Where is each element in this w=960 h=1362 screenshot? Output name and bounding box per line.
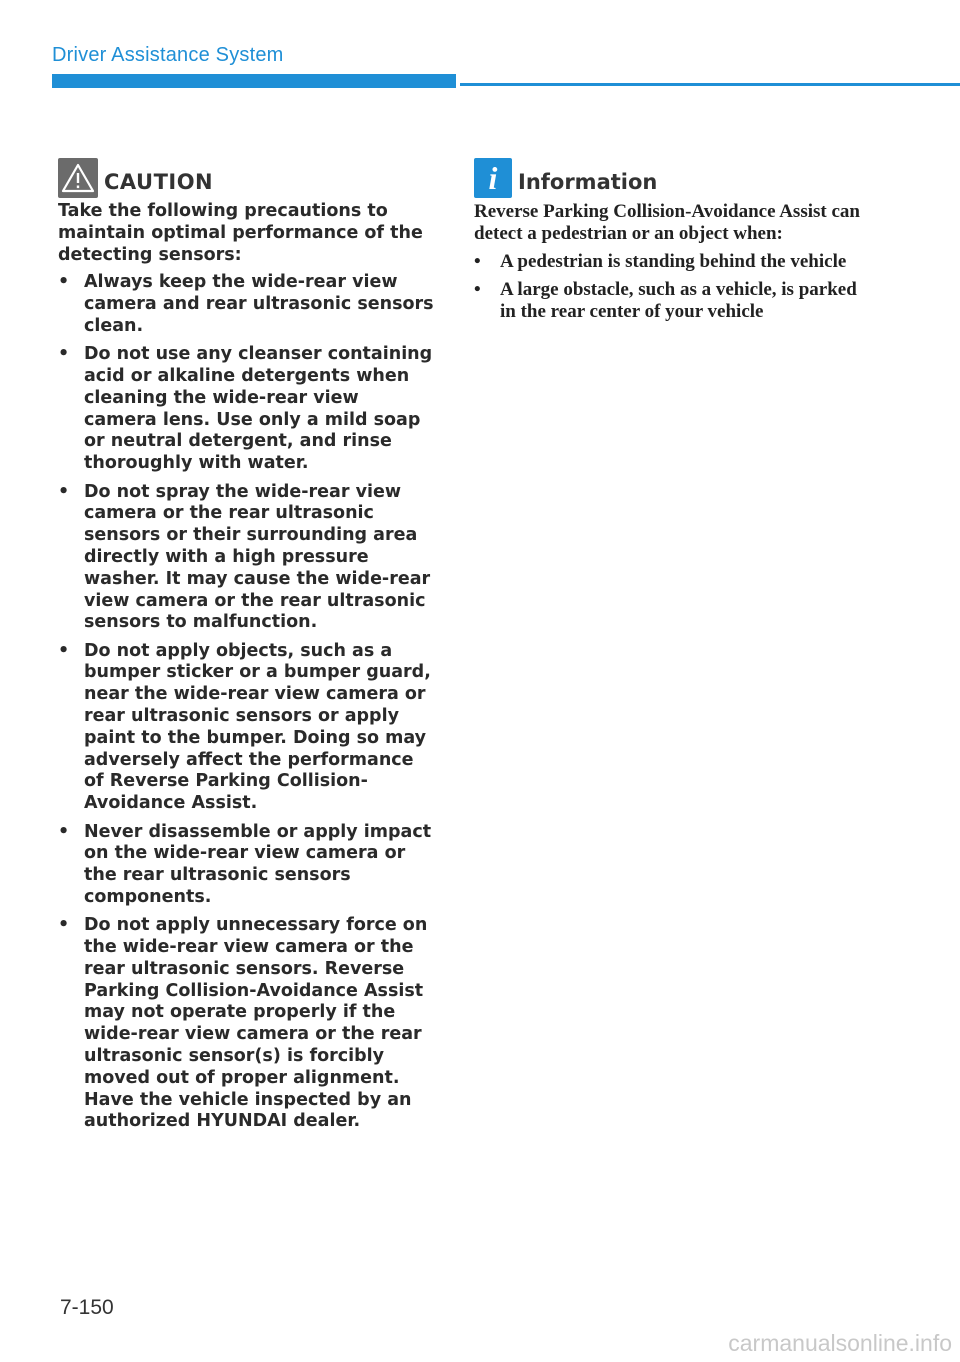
bullet-icon: •	[474, 278, 481, 300]
list-item	[474, 279, 874, 323]
list-item	[58, 641, 434, 815]
caution-list	[58, 272, 434, 1133]
list-item-text: Always keep the wide-rear view camera and rear ultrasonic sensors clean.	[84, 272, 434, 336]
list-item-text: A large obstacle, such as a vehicle, is parked in the rear center of your vehicle	[500, 278, 857, 322]
information-body	[474, 201, 874, 322]
bullet-icon: •	[58, 915, 70, 936]
list-item	[58, 915, 434, 1133]
caution-box	[58, 158, 434, 1140]
information-heading	[474, 158, 874, 198]
page-number: 7-150	[60, 1296, 114, 1319]
list-item-text: Never disassemble or apply impact on the wide-rear view camera or the rear ultrasonic sensors components.	[84, 821, 432, 907]
watermark-link[interactable]: carmanualsonline.info	[728, 1330, 952, 1356]
caution-body	[58, 201, 434, 1133]
bullet-icon: •	[58, 640, 70, 661]
caution-title: CAUTION	[104, 170, 214, 194]
information-box	[474, 158, 874, 329]
list-item	[474, 251, 874, 273]
information-intro: Reverse Parking Collision-Avoidance Assist can detect a pedestrian or an object when:	[474, 201, 860, 244]
warning-triangle-icon	[58, 158, 98, 198]
info-icon: i	[474, 158, 512, 198]
list-item	[58, 272, 434, 337]
bullet-icon: •	[58, 344, 70, 365]
information-list	[474, 251, 874, 323]
caution-heading	[58, 158, 434, 198]
header-accent-bar	[52, 74, 456, 88]
bullet-icon: •	[58, 481, 70, 502]
section-header-title: Driver Assistance System	[52, 44, 284, 66]
header-rule-line	[460, 83, 960, 86]
bullet-icon: •	[58, 821, 70, 842]
information-title: Information	[518, 170, 658, 194]
caution-intro: Take the following precautions to maintain optimal performance of the detecting sensors:	[58, 201, 423, 265]
list-item-text: A pedestrian is standing behind the vehicle	[500, 250, 847, 272]
list-item-text: Do not spray the wide-rear view camera or the rear ultrasonic sensors or their surrounding area directly with a high pressure washer. It may cause the wide-rear view camera or the rear ultrasonic sensors to malfunction.	[84, 481, 431, 633]
bullet-icon: •	[58, 272, 70, 293]
bullet-icon: •	[474, 250, 481, 272]
list-item	[58, 482, 434, 635]
list-item-text: Do not apply unnecessary force on the wide-rear view camera or the rear ultrasonic sensors. Reverse Parking Collision-Avoidance Assist may not operate properly if the wide-rear view camera or the rear ultrasonic sensor(s) is forcibly moved out of proper alignment. Have the vehicle inspected by an authorized HYUNDAI dealer.	[84, 915, 428, 1132]
list-item	[58, 344, 434, 475]
list-item-text: Do not use any cleanser containing acid or alkaline detergents when cleaning the wide-rear view camera lens. Use only a mild soap or neutral detergent, and rinse thoroughly with water.	[84, 344, 433, 474]
list-item	[58, 822, 434, 909]
list-item-text: Do not apply objects, such as a bumper sticker or a bumper guard, near the wide-rear view camera or rear ultrasonic sensors or apply paint to the bumper. Doing so may adversely affect the performance of Reverse Parking Collision-Avoidance Assist.	[84, 640, 431, 814]
